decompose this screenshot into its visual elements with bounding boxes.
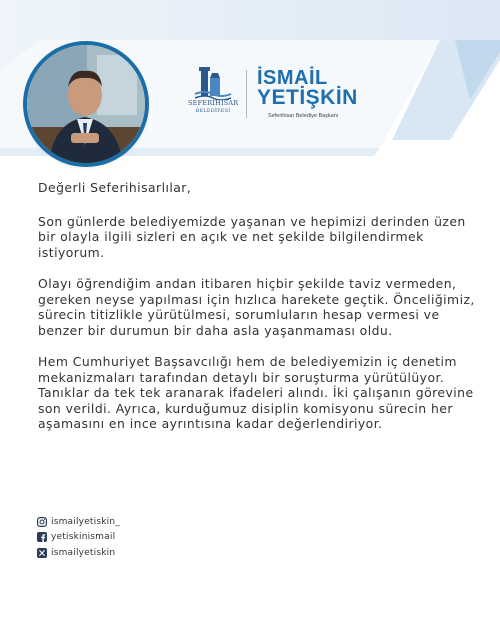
x-handle: ismailyetiskin (51, 547, 116, 558)
letter-paragraph: Olayı öğrendiğim andan itibaren hiçbir şekilde taviz vermeden, gereken neyse yapılması için hızlıca harekete geçtik. Önceliğimiz, sürecin titizlikle yürütülmesi, sorumluların hesap vermesi ve benzer bir durumun bir daha asla yaşanmaması oldu. (38, 276, 475, 338)
social-instagram[interactable] (37, 514, 120, 530)
mayor-portrait (27, 45, 145, 163)
x-twitter-icon (37, 548, 47, 558)
instagram-handle: ismailyetiskin_ (51, 516, 120, 527)
social-links (37, 514, 120, 561)
instagram-icon (37, 517, 47, 527)
municipality-sub: BELEDİYESİ (195, 108, 231, 114)
letter-paragraph: Son günlerde belediyemizde yaşanan ve hepimizi derinden üzen bir olayla ilgili sizleri en açık ve net şekilde bilgilendirmek istiyorum. (38, 213, 466, 260)
brand-last-name: YETİŞKİN (257, 86, 358, 109)
facebook-handle: yetiskinismail (51, 532, 116, 543)
letter-body (38, 180, 483, 448)
brand-title: Seferihisar Belediye Başkanı (268, 113, 339, 119)
header-banner (0, 0, 500, 160)
brand-first-name: İSMAİL (257, 67, 328, 89)
municipality-name: SEFERİHİSAR (188, 99, 239, 107)
lighthouse-castle-icon (193, 64, 233, 100)
logo-divider (246, 70, 247, 118)
letter-greeting: Değerli Seferihisarlılar, (38, 180, 192, 195)
letter-paragraph: Hem Cumhuriyet Başsavcılığı hem de belediyemizin iç denetim mekanizmaları tarafından detaylı bir soruşturma yürütülüyor. Tanıklar da tek tek aranarak ifadeleri alındı. İki çalışanın görevine son verildi. Ayrıca, kurduğumuz disiplin komisyonu sürecin her aşamasını en ince ayrıntısına kadar değerlendiriyor. (38, 354, 474, 431)
municipality-logo (188, 64, 238, 124)
social-x[interactable] (37, 545, 120, 561)
facebook-icon (37, 532, 47, 542)
portrait-photo (27, 45, 145, 163)
social-facebook[interactable] (37, 530, 120, 546)
